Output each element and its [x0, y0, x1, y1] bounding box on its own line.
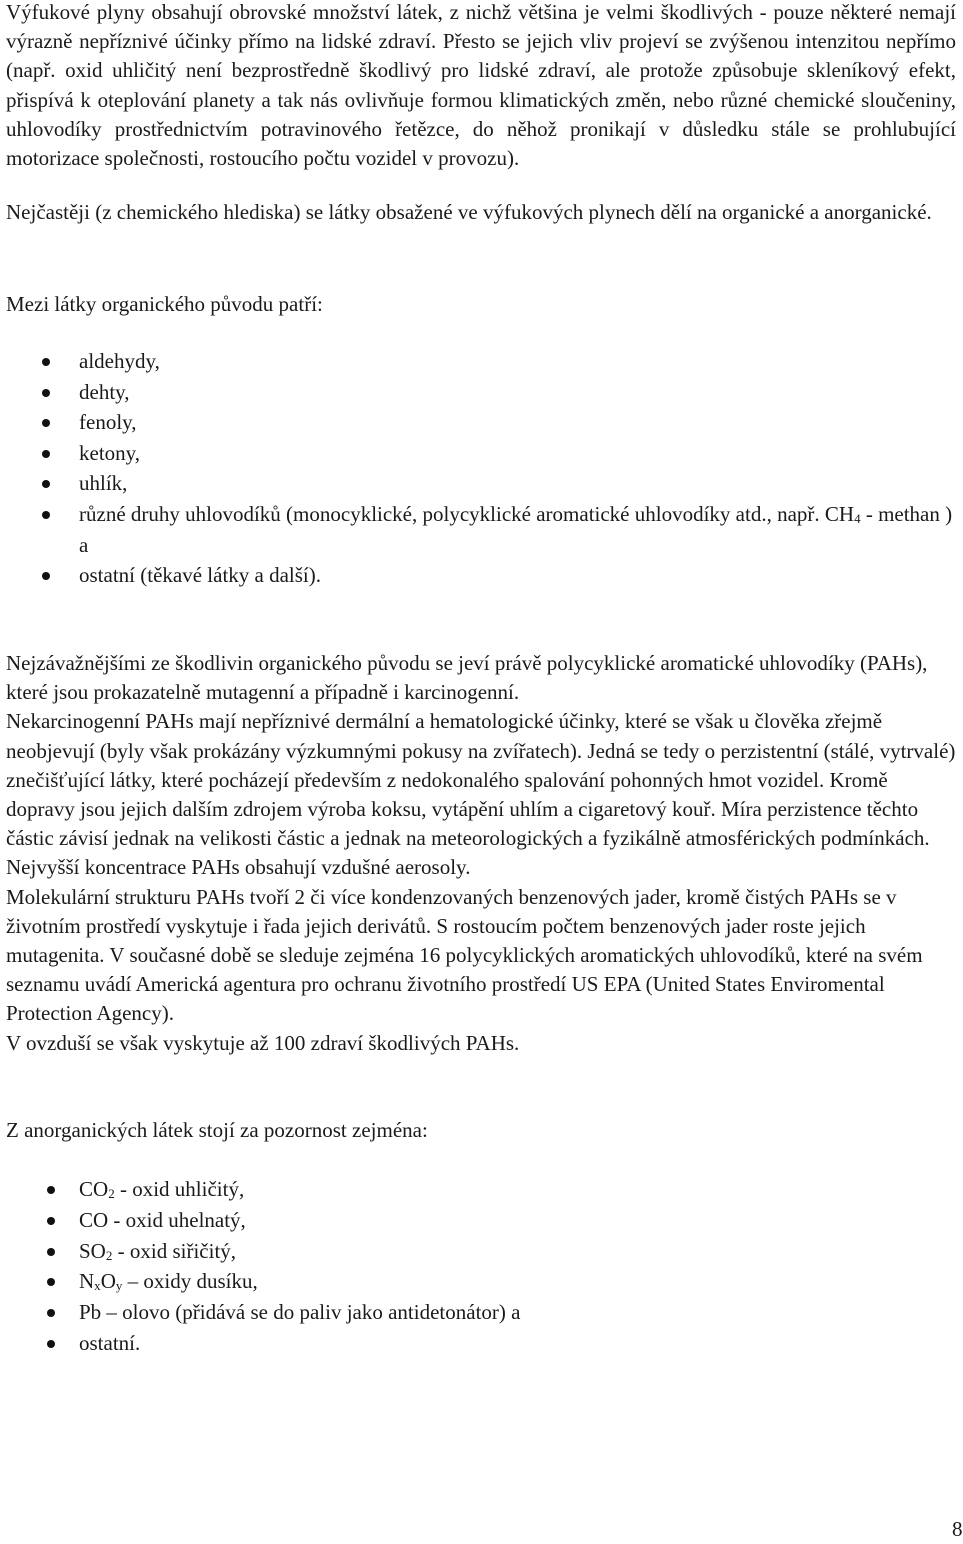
list-item: uhlík, — [6, 468, 956, 499]
pahs-section — [6, 649, 956, 1058]
intro-paragraph: Výfukové plyny obsahují obrovské množství látek, z nichž většina je velmi škodlivých - pouze některé nemají výrazně nepříznivé účinky přímo na lidské zdraví. Přesto se jejich vliv projeví se zvýšenou intenzitou nepřímo (např. oxid uhličitý není bezprostředně škodlivý pro lidské zdraví, ale protože způsobuje skleníkový efekt, přispívá k oteplování planety a tak nás ovlivňuje formou klimatických změn, nebo různé chemické sloučeniny, uhlovodíky prostřednictvím potravinového řetězce, do něhož pronikají v důsledku stále se prohlubující motorizace společnosti, rostoucího počtu vozidel v provozu). — [6, 0, 956, 171]
list-item: $N_xO_y$ – oxidy dusíku, — [6, 1266, 956, 1297]
list-item: Pb – olovo (přidává se do paliv jako antidetonátor) a — [6, 1297, 956, 1328]
list-item: fenoly, — [6, 407, 956, 438]
bullet-icon — [47, 1217, 55, 1225]
list-item: ketony, — [6, 438, 956, 469]
list-item: různé druhy uhlovodíků (monocyklické, polycyklické aromatické uhlovodíky atd., např. $CH_4$ - methan ) a — [6, 499, 956, 560]
bullet-icon — [47, 1248, 55, 1256]
list-item: ostatní (těkavé látky a další). — [6, 560, 956, 591]
list-item: ostatní. — [6, 1328, 956, 1359]
bullet-icon — [47, 1186, 55, 1194]
list-item: $CO_2$ - oxid uhličitý, — [6, 1174, 956, 1205]
classification-paragraph: Nejčastěji (z chemického hlediska) se látky obsažené ve výfukových plynech dělí na organické a anorganické. — [6, 200, 932, 224]
bullet-icon — [42, 572, 50, 580]
bullet-icon — [42, 389, 50, 397]
pahs-paragraph: Nekarcinogenní PAHs mají nepříznivé dermální a hematologické účinky, které se však u člověka zřejmě neobjevují (byly však prokázány výzkumnými pokusy na zvířatech). Jedná se tedy o perzistentní (stálé, vytrvalé) znečišťující látky, které pocházejí především z nedokonalého spalování pohonných hmot vozidel. Kromě dopravy jsou jejich dalším zdrojem výroba koksu, vytápění uhlím a cigaretový kouř. Míra perzistence těchto částic závisí jednak na velikosti částic a jednak na meteorologických a fyzikálně atmosférických podmínkách. Nejvyšší koncentrace PAHs obsahují vzdušné aerosoly. — [6, 709, 956, 880]
organic-heading: Mezi látky organického původu patří: — [6, 292, 323, 316]
inorganic-substances-list — [6, 1174, 956, 1359]
bullet-icon — [47, 1340, 55, 1348]
page-number: 8 — [952, 1517, 963, 1541]
pahs-paragraph: Nejzávažnějšími ze škodlivin organického původu se jeví právě polycyklické aromatické uhlovodíky (PAHs), které jsou prokazatelně mutagenní a případně i karcinogenní. — [6, 651, 928, 705]
bullet-icon — [42, 480, 50, 488]
bullet-icon — [47, 1278, 55, 1286]
bullet-icon — [47, 1309, 55, 1317]
list-item: $SO_2$ - oxid siřičitý, — [6, 1236, 956, 1267]
bullet-icon — [42, 511, 50, 519]
bullet-icon — [42, 358, 50, 366]
pahs-paragraph: Molekulární strukturu PAHs tvoří 2 či více kondenzovaných benzenových jader, kromě čistých PAHs se v životním prostředí vyskytuje i řada jejich derivátů. S rostoucím počtem benzenových jader roste jejich mutagenita. V současné době se sleduje zejména 16 polycyklických aromatických uhlovodíků, které na svém seznamu uvádí Americká agentura pro ochranu životního prostředí US EPA (United States Enviromental Protection Agency). — [6, 884, 923, 1026]
inorganic-heading: Z anorganických látek stojí za pozornost zejména: — [6, 1118, 428, 1142]
list-item: dehty, — [6, 377, 956, 408]
organic-substances-list — [6, 346, 956, 591]
list-item: aldehydy, — [6, 346, 956, 377]
bullet-icon — [42, 450, 50, 458]
bullet-icon — [42, 419, 50, 427]
pahs-paragraph: V ovzduší se však vyskytuje až 100 zdraví škodlivých PAHs. — [6, 1030, 520, 1055]
list-item: CO - oxid uhelnatý, — [6, 1205, 956, 1236]
